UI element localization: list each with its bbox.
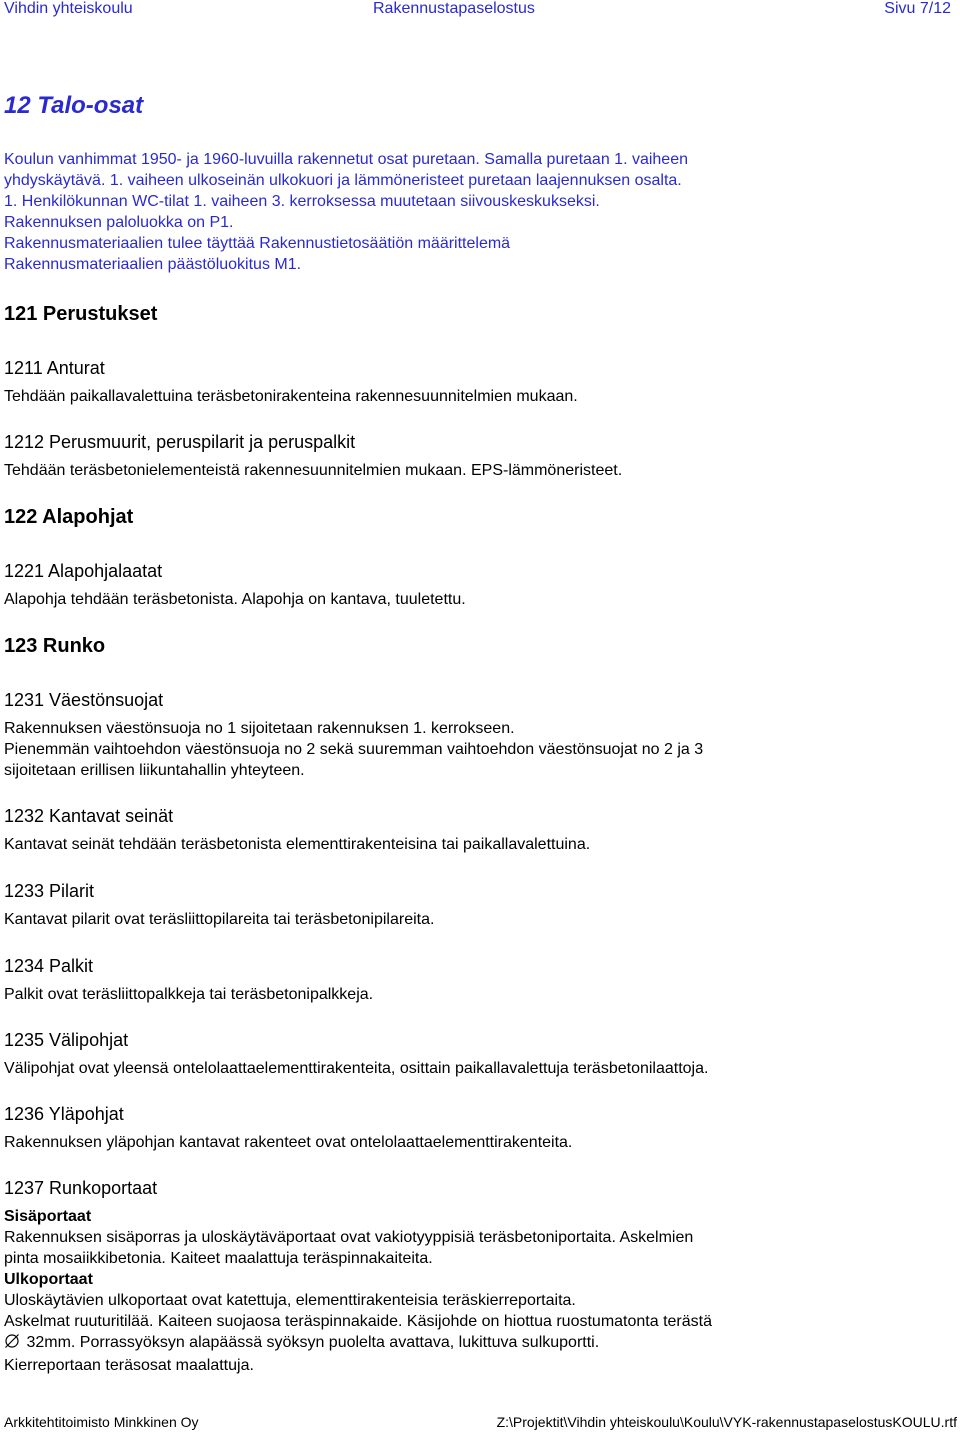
text-line: Rakennuksen sisäporras ja uloskäytäväportaat ovat vakiotyyppisiä teräsbetoniportaita. Askelmien (4, 1229, 694, 1246)
subsection-text-1237 (4, 1206, 712, 1376)
section-heading-121: 121 Perustukset (4, 303, 158, 325)
intro-line: Koulun vanhimmat 1950- ja 1960-luvuilla rakennetut osat puretaan. Samalla puretaan 1. vaiheen (4, 151, 688, 168)
text-line-diameter (4, 1332, 712, 1355)
subsection-heading-1231: 1231 Väestönsuojat (4, 690, 164, 710)
text-line: Pienemmän vaihtoehdon väestönsuoja no 2 sekä suuremman vaihtoehdon väestönsuojat no 2 ja 3 (4, 741, 704, 758)
intro-line: Rakennusmateriaalien päästöluokitus M1. (4, 256, 302, 273)
section-heading-123: 123 Runko (4, 635, 106, 657)
text-line: Askelmat ruuturitilää. Kaiteen suojaosa teräspinnakaide. Käsijohde on hiottua ruostumatonta terästä (4, 1313, 712, 1330)
subsection-heading-1236: 1236 Yläpohjat (4, 1104, 124, 1124)
subsection-text-1233: Kantavat pilarit ovat teräsliittopilareita tai teräsbetonipilareita. (4, 911, 435, 928)
text-line: Uloskäytävien ulkoportaat ovat katettuja, elementtirakenteisia teräskierreportaita. (4, 1292, 576, 1309)
subsection-text-1234: Palkit ovat teräsliittopalkkeja tai teräsbetonipalkkeja. (4, 986, 374, 1003)
subsection-text-1235: Välipohjat ovat yleensä ontelolaattaelementtirakenteita, osittain paikallavalettuja teräsbetonilaattoja. (4, 1060, 709, 1077)
intro-line: Rakennusmateriaalien tulee täyttää Rakennustietosäätiön määrittelemä (4, 235, 511, 252)
footer-file-path: Z:\Projektit\Vihdin yhteiskoulu\Koulu\VYK-rakennustapaselostusKOULU.rtf (496, 1414, 957, 1430)
text-line: Rakennuksen väestönsuoja no 1 sijoitetaan rakennuksen 1. kerrokseen. (4, 720, 515, 737)
text-line: Kierreportaan teräsosat maalattuja. (4, 1357, 254, 1374)
subsection-text-1212: Tehdään teräsbetonielementeistä rakennesuunnitelmien mukaan. EPS-lämmöneristeet. (4, 462, 623, 479)
text-line: pinta mosaiikkibetonia. Kaiteet maalattuja teräspinnakaiteita. (4, 1250, 433, 1267)
subsection-heading-1233: 1233 Pilarit (4, 881, 95, 901)
page-title: 12 Talo-osat (4, 92, 144, 119)
subsection-heading-1212: 1212 Perusmuurit, peruspilarit ja peruspalkit (4, 432, 356, 452)
subsection-heading-1232: 1232 Kantavat seinät (4, 806, 174, 826)
subsection-heading-1234: 1234 Palkit (4, 956, 94, 976)
subsection-text-1236: Rakennuksen yläpohjan kantavat rakenteet ovat ontelolaattaelementtirakenteita. (4, 1134, 573, 1151)
header-document-title: Rakennustapaselostus (373, 0, 535, 17)
text-line: 32mm. Porrassyöksyn alapäässä syöksyn puolelta avattava, lukittuva sulkuportti. (26, 1334, 600, 1351)
indoor-stairs-label: Sisäportaat (4, 1208, 92, 1225)
subsection-text-1232: Kantavat seinät tehdään teräsbetonista elementtirakenteisina tai paikallavalettuina. (4, 836, 591, 853)
section-heading-122: 122 Alapohjat (4, 506, 134, 528)
text-line: sijoitetaan erillisen liikuntahallin yhteyteen. (4, 762, 305, 779)
subsection-text-1231 (4, 718, 703, 781)
intro-paragraph (4, 149, 688, 275)
subsection-heading-1235: 1235 Välipohjat (4, 1030, 129, 1050)
subsection-heading-1211: 1211 Anturat (4, 358, 105, 378)
header-page-number: Sivu 7/12 (884, 0, 951, 17)
subsection-text-1221: Alapohja tehdään teräsbetonista. Alapohja on kantava, tuuletettu. (4, 591, 466, 608)
subsection-text-1211: Tehdään paikallavalettuina teräsbetonirakenteina rakennesuunnitelmien mukaan. (4, 388, 578, 405)
intro-line: Rakennuksen paloluokka on P1. (4, 214, 234, 231)
intro-line: 1. Henkilökunnan WC-tilat 1. vaiheen 3. kerroksessa muutetaan siivouskeskukseksi. (4, 193, 600, 210)
intro-line: yhdyskäytävä. 1. vaiheen ulkoseinän ulkokuori ja lämmöneristeet puretaan laajennuksen osalta. (4, 172, 682, 189)
subsection-heading-1221: 1221 Alapohjalaatat (4, 561, 163, 581)
diameter-icon (4, 1333, 20, 1355)
header-school-name: Vihdin yhteiskoulu (4, 0, 133, 17)
outdoor-stairs-label: Ulkoportaat (4, 1271, 93, 1288)
footer-company: Arkkitehtitoimisto Minkkinen Oy (4, 1414, 199, 1430)
subsection-heading-1237: 1237 Runkoportaat (4, 1178, 158, 1198)
